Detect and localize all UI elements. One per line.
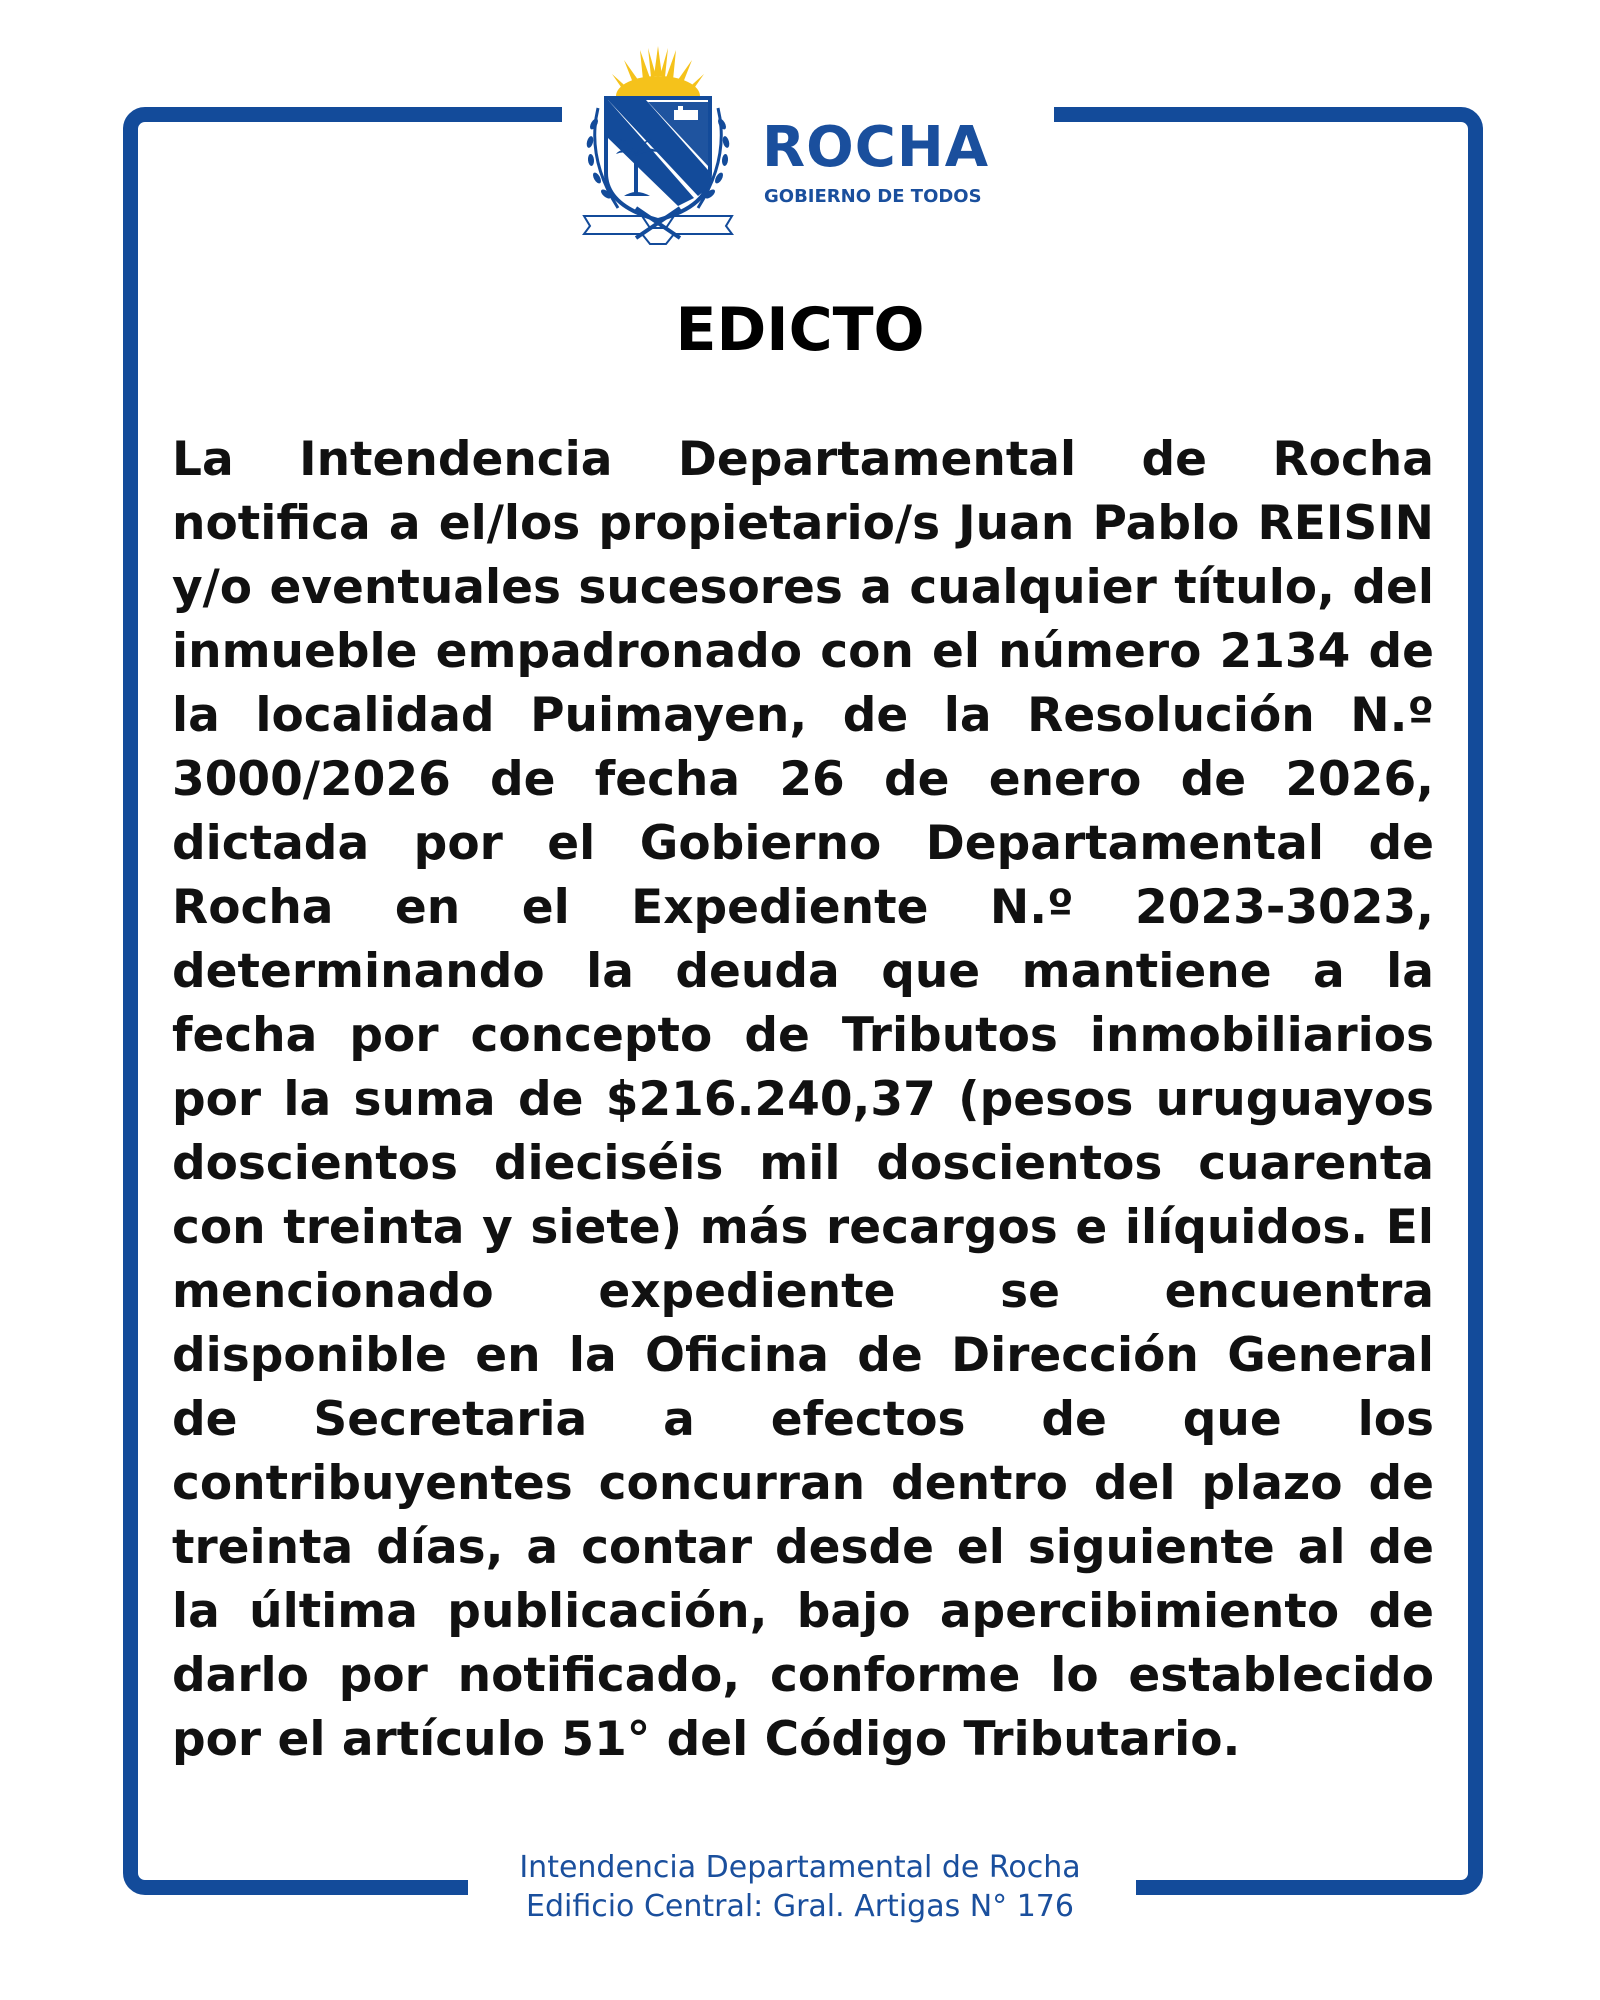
document-title: EDICTO [675, 295, 925, 365]
edict-body: La Intendencia Departamental de Rocha notifica a el/los propietario/s Juan Pablo REISIN y/o eventuales sucesores a cualquier título, del inmueble empadronado con el número 2134 de la localidad Puimayen, de la Resolución N.º 3000/2026 de fecha 26 de enero de 2026, dictada por el Gobierno Departamental de Rocha en el Expediente N.º 2023-3023, determinando la deuda que mantiene a la fecha por concepto de Tributos inmobiliarios por la suma de $216.240,37 (pesos uruguayos doscientos dieciséis mil doscientos cuarenta con treinta y siete) más recargos e ilíquidos. El mencionado expediente se encuentra disponible en la Oficina de Dirección General de Secretaria a efectos de que los contribuyentes concurran dentro del plazo de treinta días, a contar desde el siguiente al de la última publicación, bajo apercibimiento de darlo por notificado, conforme lo establecido por el artículo 51° del Código Tributario. [172, 432, 1434, 1767]
rocha-crest-icon [578, 38, 738, 248]
brand-name: ROCHA [762, 115, 990, 180]
footer-line-address: Edificio Central: Gral. Artigas N° 176 [526, 1889, 1074, 1924]
footer-line-institution: Intendencia Departamental de Rocha [519, 1850, 1081, 1885]
footer [0, 1848, 1600, 1926]
brand-subtitle: GOBIERNO DE TODOS [764, 186, 982, 207]
rocha-logo [578, 38, 1058, 248]
